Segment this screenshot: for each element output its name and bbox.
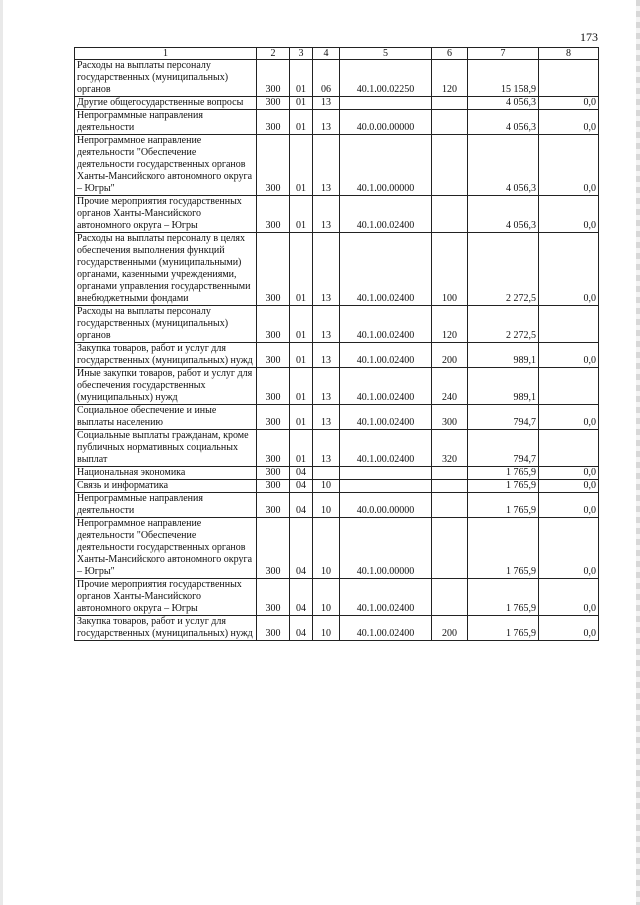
target-article-cell (340, 480, 432, 493)
subsection-code-cell: 13 (313, 368, 340, 405)
row-name-cell: Другие общегосударственные вопросы (75, 97, 257, 110)
section-code-cell: 04 (290, 579, 313, 616)
row-name-cell: Расходы на выплаты персоналу государственных (муниципальных) органов (75, 60, 257, 97)
row-name-cell: Непрограммное направление деятельности "Обеспечение деятельности государственных органов Ханты-Мансийского автономного округа – Югры" (75, 135, 257, 196)
target-article-cell: 40.1.00.00000 (340, 518, 432, 579)
amount-cell: 1 765,9 (468, 480, 539, 493)
target-article-cell (340, 97, 432, 110)
amount-cell: 1 765,9 (468, 493, 539, 518)
amount-2-cell: 0,0 (539, 480, 599, 493)
amount-2-cell: 0,0 (539, 135, 599, 196)
amount-cell: 794,7 (468, 405, 539, 430)
target-article-cell (340, 467, 432, 480)
target-article-cell: 40.1.00.02400 (340, 616, 432, 641)
expense-type-cell (432, 467, 468, 480)
amount-2-cell: 0,0 (539, 579, 599, 616)
target-article-cell: 40.1.00.02400 (340, 430, 432, 467)
amount-cell: 4 056,3 (468, 196, 539, 233)
row-name-cell: Расходы на выплаты персоналу в целях обеспечения выполнения функций государственными (муниципальными) органами, казенными учреждениями, органами управления государственными внебюджетными фондами (75, 233, 257, 306)
expense-type-cell: 300 (432, 405, 468, 430)
target-article-cell: 40.1.00.02400 (340, 368, 432, 405)
expense-type-cell: 200 (432, 616, 468, 641)
section-code-cell: 01 (290, 135, 313, 196)
scan-edge-left (0, 0, 3, 905)
expense-type-cell: 120 (432, 60, 468, 97)
amount-2-cell (539, 368, 599, 405)
ministry-code-cell: 300 (257, 110, 290, 135)
amount-2-cell: 0,0 (539, 616, 599, 641)
subsection-code-cell: 13 (313, 233, 340, 306)
table-body (75, 60, 599, 641)
target-article-cell: 40.0.00.00000 (340, 110, 432, 135)
subsection-code-cell: 10 (313, 480, 340, 493)
ministry-code-cell: 300 (257, 467, 290, 480)
subsection-code-cell: 10 (313, 493, 340, 518)
table-row (75, 518, 599, 579)
subsection-code-cell: 13 (313, 97, 340, 110)
section-code-cell: 01 (290, 60, 313, 97)
section-code-cell: 04 (290, 518, 313, 579)
amount-cell: 1 765,9 (468, 518, 539, 579)
subsection-code-cell: 13 (313, 306, 340, 343)
row-name-cell: Социальные выплаты гражданам, кроме публичных нормативных социальных выплат (75, 430, 257, 467)
section-code-cell: 04 (290, 616, 313, 641)
table-row (75, 467, 599, 480)
budget-table (74, 47, 599, 641)
expense-type-cell (432, 493, 468, 518)
ministry-code-cell: 300 (257, 233, 290, 306)
ministry-code-cell: 300 (257, 368, 290, 405)
row-name-cell: Непрограммное направление деятельности "Обеспечение деятельности государственных органов Ханты-Мансийского автономного округа – Югры" (75, 518, 257, 579)
page-number: 173 (580, 30, 598, 44)
target-article-cell: 40.1.00.02400 (340, 233, 432, 306)
row-name-cell: Связь и информатика (75, 480, 257, 493)
expense-type-cell: 120 (432, 306, 468, 343)
column-header: 2 (257, 48, 290, 60)
ministry-code-cell: 300 (257, 493, 290, 518)
expense-type-cell (432, 518, 468, 579)
subsection-code-cell: 10 (313, 579, 340, 616)
table-row (75, 306, 599, 343)
subsection-code-cell: 13 (313, 405, 340, 430)
section-code-cell: 01 (290, 343, 313, 368)
expense-type-cell (432, 110, 468, 135)
row-name-cell: Закупка товаров, работ и услуг для государственных (муниципальных) нужд (75, 616, 257, 641)
table-row (75, 616, 599, 641)
subsection-code-cell: 13 (313, 110, 340, 135)
row-name-cell: Прочие мероприятия государственных органов Ханты-Мансийского автономного округа – Югры (75, 196, 257, 233)
section-code-cell: 01 (290, 233, 313, 306)
ministry-code-cell: 300 (257, 196, 290, 233)
row-name-cell: Расходы на выплаты персоналу государственных (муниципальных) органов (75, 306, 257, 343)
table-row (75, 97, 599, 110)
row-name-cell: Непрограммные направления деятельности (75, 110, 257, 135)
ministry-code-cell: 300 (257, 579, 290, 616)
amount-cell: 989,1 (468, 343, 539, 368)
target-article-cell: 40.0.00.00000 (340, 493, 432, 518)
amount-2-cell: 0,0 (539, 196, 599, 233)
row-name-cell: Непрограммные направления деятельности (75, 493, 257, 518)
section-code-cell: 04 (290, 467, 313, 480)
section-code-cell: 01 (290, 196, 313, 233)
target-article-cell: 40.1.00.02400 (340, 343, 432, 368)
amount-cell: 15 158,9 (468, 60, 539, 97)
subsection-code-cell (313, 467, 340, 480)
subsection-code-cell: 13 (313, 196, 340, 233)
target-article-cell: 40.1.00.02400 (340, 579, 432, 616)
table-row (75, 405, 599, 430)
section-code-cell: 04 (290, 493, 313, 518)
amount-2-cell: 0,0 (539, 405, 599, 430)
row-name-cell: Иные закупки товаров, работ и услуг для обеспечения государственных (муниципальных) нужд (75, 368, 257, 405)
amount-2-cell: 0,0 (539, 343, 599, 368)
amount-cell: 1 765,9 (468, 616, 539, 641)
ministry-code-cell: 300 (257, 306, 290, 343)
expense-type-cell: 240 (432, 368, 468, 405)
amount-2-cell: 0,0 (539, 467, 599, 480)
target-article-cell: 40.1.00.00000 (340, 135, 432, 196)
target-article-cell: 40.1.00.02250 (340, 60, 432, 97)
column-header: 8 (539, 48, 599, 60)
target-article-cell: 40.1.00.02400 (340, 196, 432, 233)
expense-type-cell (432, 196, 468, 233)
row-name-cell: Национальная экономика (75, 467, 257, 480)
ministry-code-cell: 300 (257, 405, 290, 430)
amount-2-cell: 0,0 (539, 233, 599, 306)
amount-cell: 4 056,3 (468, 110, 539, 135)
amount-2-cell: 0,0 (539, 493, 599, 518)
row-name-cell: Социальное обеспечение и иные выплаты населению (75, 405, 257, 430)
subsection-code-cell: 06 (313, 60, 340, 97)
subsection-code-cell: 10 (313, 518, 340, 579)
table-row (75, 493, 599, 518)
amount-cell: 1 765,9 (468, 579, 539, 616)
section-code-cell: 01 (290, 368, 313, 405)
expense-type-cell (432, 579, 468, 616)
ministry-code-cell: 300 (257, 60, 290, 97)
row-name-cell: Закупка товаров, работ и услуг для государственных (муниципальных) нужд (75, 343, 257, 368)
ministry-code-cell: 300 (257, 616, 290, 641)
target-article-cell: 40.1.00.02400 (340, 306, 432, 343)
scan-edge-right (636, 0, 640, 905)
amount-2-cell: 0,0 (539, 97, 599, 110)
subsection-code-cell: 13 (313, 430, 340, 467)
section-code-cell: 01 (290, 405, 313, 430)
amount-2-cell (539, 306, 599, 343)
table-row (75, 430, 599, 467)
column-header: 5 (340, 48, 432, 60)
ministry-code-cell: 300 (257, 135, 290, 196)
ministry-code-cell: 300 (257, 430, 290, 467)
ministry-code-cell: 300 (257, 518, 290, 579)
subsection-code-cell: 13 (313, 135, 340, 196)
section-code-cell: 01 (290, 430, 313, 467)
amount-2-cell (539, 430, 599, 467)
table-row (75, 480, 599, 493)
amount-cell: 2 272,5 (468, 306, 539, 343)
table-row (75, 60, 599, 97)
amount-cell: 1 765,9 (468, 467, 539, 480)
subsection-code-cell: 13 (313, 343, 340, 368)
table-row (75, 135, 599, 196)
expense-type-cell: 100 (432, 233, 468, 306)
table-row (75, 368, 599, 405)
column-header: 1 (75, 48, 257, 60)
section-code-cell: 01 (290, 110, 313, 135)
column-header: 3 (290, 48, 313, 60)
target-article-cell: 40.1.00.02400 (340, 405, 432, 430)
table-row (75, 579, 599, 616)
amount-cell: 989,1 (468, 368, 539, 405)
table-row (75, 110, 599, 135)
amount-2-cell (539, 60, 599, 97)
amount-2-cell: 0,0 (539, 110, 599, 135)
expense-type-cell (432, 480, 468, 493)
table-row (75, 343, 599, 368)
section-code-cell: 04 (290, 480, 313, 493)
table-header-row (75, 48, 599, 60)
expense-type-cell: 320 (432, 430, 468, 467)
expense-type-cell (432, 97, 468, 110)
column-header: 4 (313, 48, 340, 60)
amount-cell: 2 272,5 (468, 233, 539, 306)
subsection-code-cell: 10 (313, 616, 340, 641)
amount-cell: 4 056,3 (468, 97, 539, 110)
amount-cell: 794,7 (468, 430, 539, 467)
table-row (75, 233, 599, 306)
expense-type-cell: 200 (432, 343, 468, 368)
amount-2-cell: 0,0 (539, 518, 599, 579)
column-header: 7 (468, 48, 539, 60)
row-name-cell: Прочие мероприятия государственных органов Ханты-Мансийского автономного округа – Югры (75, 579, 257, 616)
expense-type-cell (432, 135, 468, 196)
ministry-code-cell: 300 (257, 97, 290, 110)
column-header: 6 (432, 48, 468, 60)
amount-cell: 4 056,3 (468, 135, 539, 196)
table-row (75, 196, 599, 233)
section-code-cell: 01 (290, 306, 313, 343)
section-code-cell: 01 (290, 97, 313, 110)
ministry-code-cell: 300 (257, 343, 290, 368)
ministry-code-cell: 300 (257, 480, 290, 493)
